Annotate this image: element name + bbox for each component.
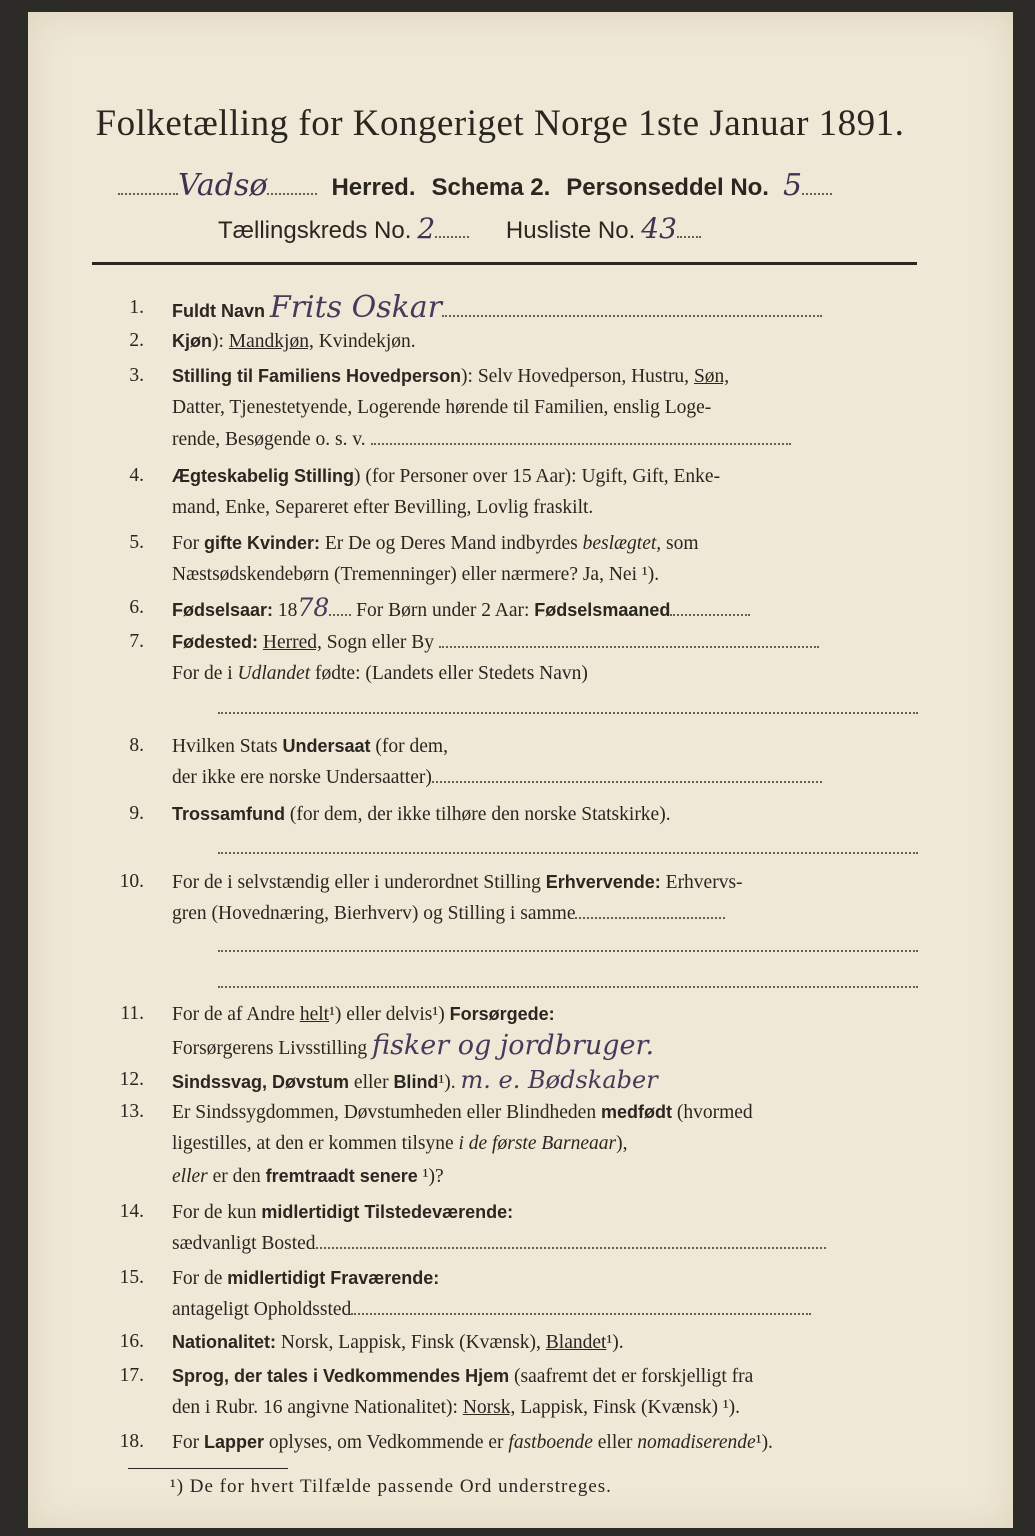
- personseddel-label: Personseddel No.: [566, 174, 769, 201]
- header-rule: [92, 262, 917, 265]
- selected-sex: Mandkjøn,: [228, 331, 314, 352]
- schema-label: Schema 2.: [431, 174, 551, 201]
- selected-language: Norsk,: [462, 1397, 516, 1418]
- selected-support: helt: [299, 1004, 330, 1025]
- full-name-value: Frits Oskar: [269, 290, 443, 325]
- selected-nationality: Blandet: [545, 1332, 607, 1353]
- disability-note-value: m. e. Bødskaber: [460, 1066, 658, 1094]
- herred-label: Herred.: [331, 174, 416, 201]
- header-line-1: [118, 168, 832, 203]
- footnote: ¹) De for hvert Tilfælde passende Ord understreges.: [170, 1476, 612, 1497]
- personseddel-number: 5: [782, 168, 803, 203]
- kreds-number: 2: [417, 212, 436, 245]
- header-line-2: [218, 212, 701, 245]
- birth-year-value: 78: [297, 593, 330, 622]
- kreds-label: Tællingskreds No.: [218, 217, 412, 244]
- husliste-number: 43: [641, 212, 677, 245]
- form-title: Folketælling for Kongeriget Norge 1ste Januar 1891.: [95, 103, 905, 144]
- husliste-label: Husliste No.: [505, 217, 636, 244]
- selected-birthplace: Herred,: [262, 632, 322, 653]
- provider-occupation-value: fisker og jordbruger.: [372, 1030, 655, 1061]
- footnote-rule: [128, 1468, 288, 1469]
- selected-position: Søn,: [693, 366, 730, 387]
- place-name-handwritten: Vadsø: [178, 168, 268, 203]
